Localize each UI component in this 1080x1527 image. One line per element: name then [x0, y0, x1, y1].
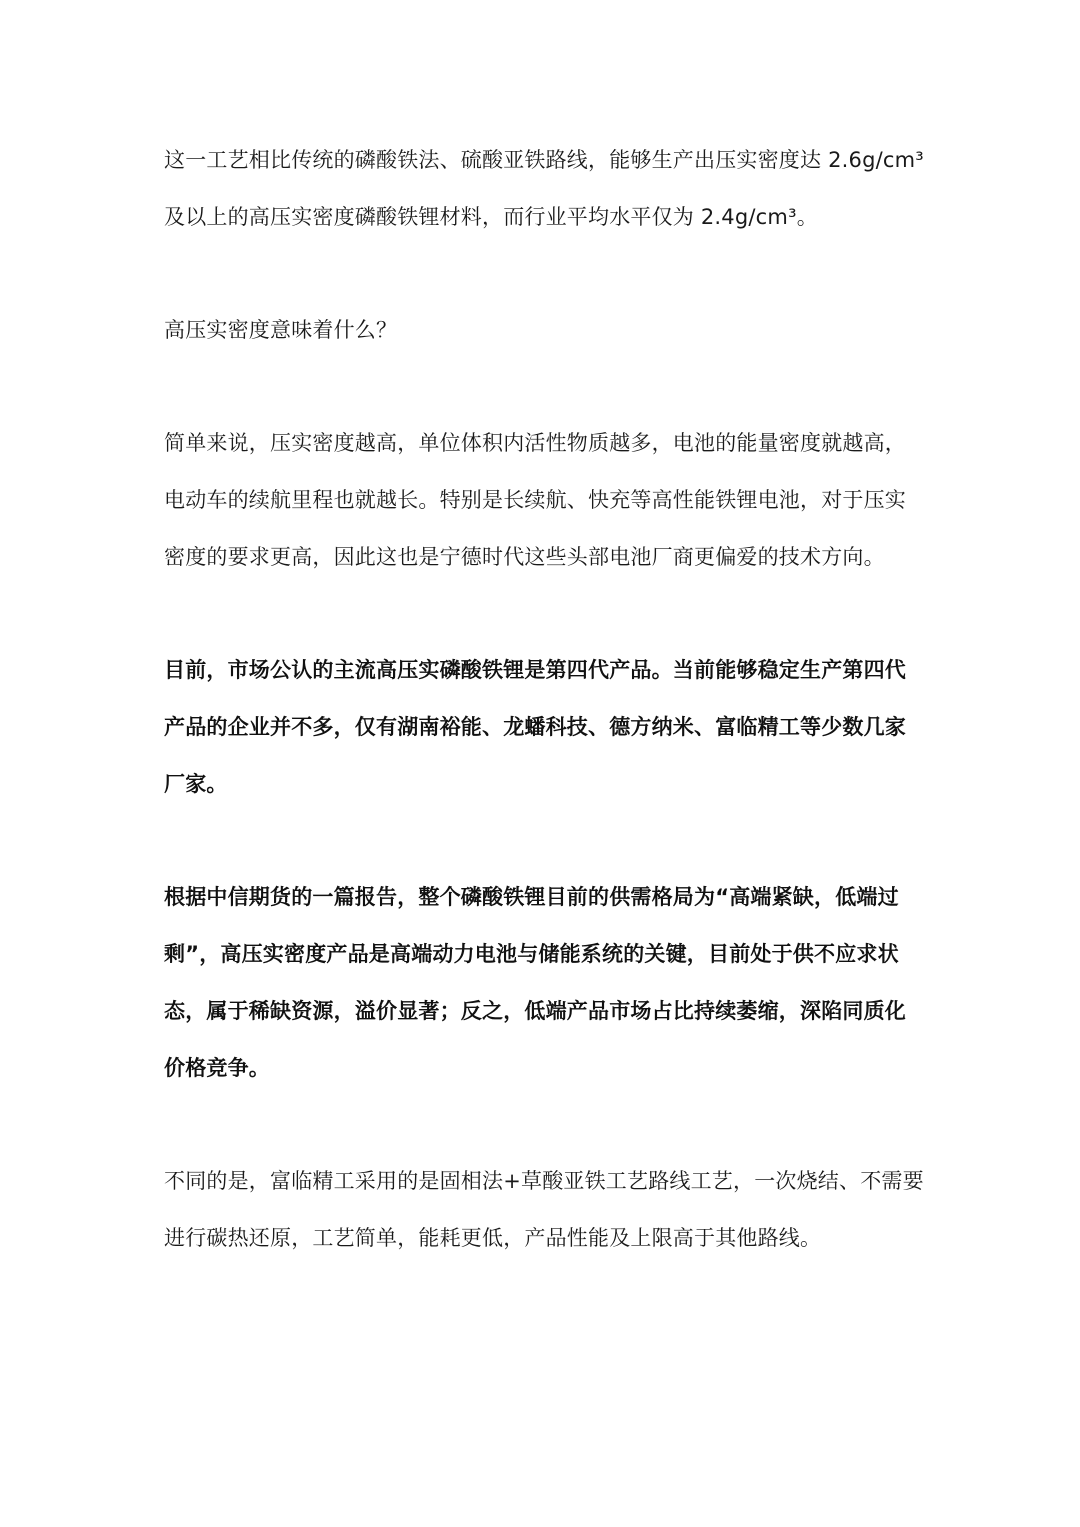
paragraph-fulin-process: 不同的是，富临精工采用的是固相法+草酸亚铁工艺路线工艺，一次烧结、不需要进行碳热还原，工艺简单，能耗更低，产品性能及上限高于其他路线。 — [164, 1169, 924, 1250]
paragraph-explanation: 简单来说，压实密度越高，单位体积内活性物质越多，电池的能量密度就越高，电动车的续航里程也就越长。特别是长续航、快充等高性能铁锂电池，对于压实密度的要求更高，因此这也是宁德时代这些头部电池厂商更偏爱的技术方向。 — [164, 431, 906, 569]
paragraph-question: 高压实密度意味着什么？ — [164, 318, 398, 342]
paragraph-fourth-generation: 目前，市场公认的主流高压实磷酸铁锂是第四代产品。当前能够稳定生产第四代产品的企业并不多，仅有湖南裕能、龙蟠科技、德方纳米、富临精工等少数几家厂家。 — [164, 658, 906, 796]
article-body — [164, 132, 924, 1267]
paragraph-process-comparison: 这一工艺相比传统的磷酸铁法、硫酸亚铁路线，能够生产出压实密度达 2.6g/cm³ 及以上的高压实密度磷酸铁锂材料，而行业平均水平仅为 2.4g/cm³。 — [164, 148, 924, 229]
paragraph-market-report: 根据中信期货的一篇报告，整个磷酸铁锂目前的供需格局为“高端紧缺，低端过剩”，高压实密度产品是高端动力电池与储能系统的关键，目前处于供不应求状态，属于稀缺资源，溢价显著；反之，低端产品市场占比持续萎缩，深陷同质化价格竞争。 — [164, 885, 906, 1080]
